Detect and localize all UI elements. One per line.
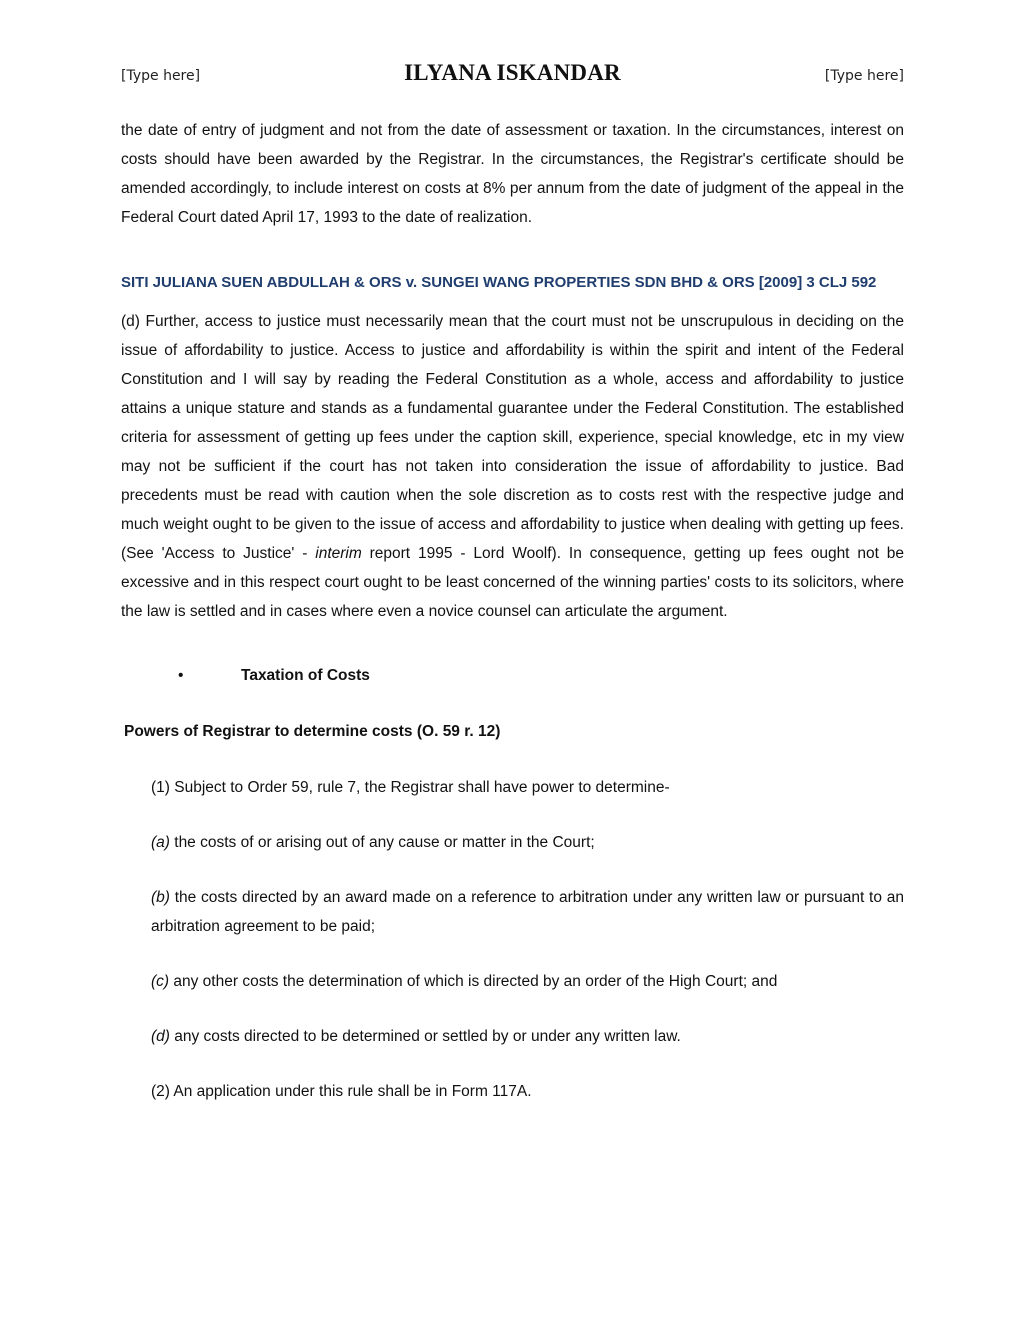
rule-1: (1) Subject to Order 59, rule 7, the Registrar shall have power to determine- (151, 779, 670, 796)
header-title: ILYANA ISKANDAR (404, 60, 621, 85)
rule-b-label: (b) (151, 889, 170, 906)
case-heading: SITI JULIANA SUEN ABDULLAH & ORS v. SUNGEI WANG PROPERTIES SDN BHD & ORS [2009] 3 CLJ 592 (121, 274, 877, 291)
rule-c (121, 967, 904, 996)
header-right-placeholder: [Type here] (824, 68, 904, 84)
intro-paragraph: the date of entry of judgment and not from the date of assessment or taxation. In the circumstances, interest on costs should have been awarded by the Registrar. In the circumstances, the Registrar's certificate should be amended accordingly, to include interest on costs at 8% per annum from the date of judgment of the appeal in the Federal Court dated April 17, 1993 to the date of realization. (121, 122, 904, 226)
bullet-icon: • (178, 667, 184, 684)
rule-a-text: the costs of or arising out of any cause or matter in the Court; (169, 834, 595, 851)
paragraph-d-part-1: (d) Further, access to justice must necessarily mean that the court must not be unscrupulous in deciding on the issue of affordability to justice. Access to justice and affordability is within the spirit and intent of the Federal Constitution and I will say by reading the Federal Constitution as a whole, access and affordability to justice attains a unique stature and stands as a fundamental guarantee under the Federal Constitution. The established criteria for assessment of getting up fees under the caption skill, experience, special knowledge, etc in my view may not be sufficient if the court has not taken into consideration the issue of affordability to justice. Bad precedents must be read with caution when the sole discretion as to costs rest with the respective judge and much weight ought to be given to the issue of access and affordability to justice when dealing with getting up fees. (See 'Access to Justice' - (121, 313, 904, 562)
rule-d (121, 1022, 904, 1051)
rule-d-label: (d) (151, 1028, 170, 1045)
paragraph-d (121, 307, 904, 626)
rule-b (121, 883, 904, 941)
rule-d-text: any costs directed to be determined or settled by or under any written law. (169, 1028, 681, 1045)
rule-c-text: any other costs the determination of which is directed by an order of the High Court; and (169, 973, 778, 990)
bullet-heading: Taxation of Costs (241, 667, 370, 684)
document-body (121, 116, 904, 1106)
page-header (121, 60, 904, 94)
rule-c-label: (c) (151, 973, 170, 990)
paragraph-d-part-2: report 1995 - Lord Woolf). In consequence, getting up fees ought not be excessive and in this respect court ought to be least concerned of the winning parties' costs to its solicitors, where the law is settled and in cases where even a novice counsel can articulate the argument. (121, 545, 904, 620)
rule-a (121, 828, 904, 857)
header-left-placeholder: [Type here] (121, 68, 201, 84)
rule-2: (2) An application under this rule shall be in Form 117A. (151, 1083, 532, 1100)
paragraph-d-italic: interim (315, 545, 362, 562)
bullet-item (121, 667, 904, 689)
rule-a-label: (a) (151, 834, 170, 851)
powers-heading: Powers of Registrar to determine costs (O. 59 r. 12) (124, 723, 501, 740)
rule-b-text: the costs directed by an award made on a reference to arbitration under any written law or pursuant to an arbitration agreement to be paid; (151, 889, 904, 935)
